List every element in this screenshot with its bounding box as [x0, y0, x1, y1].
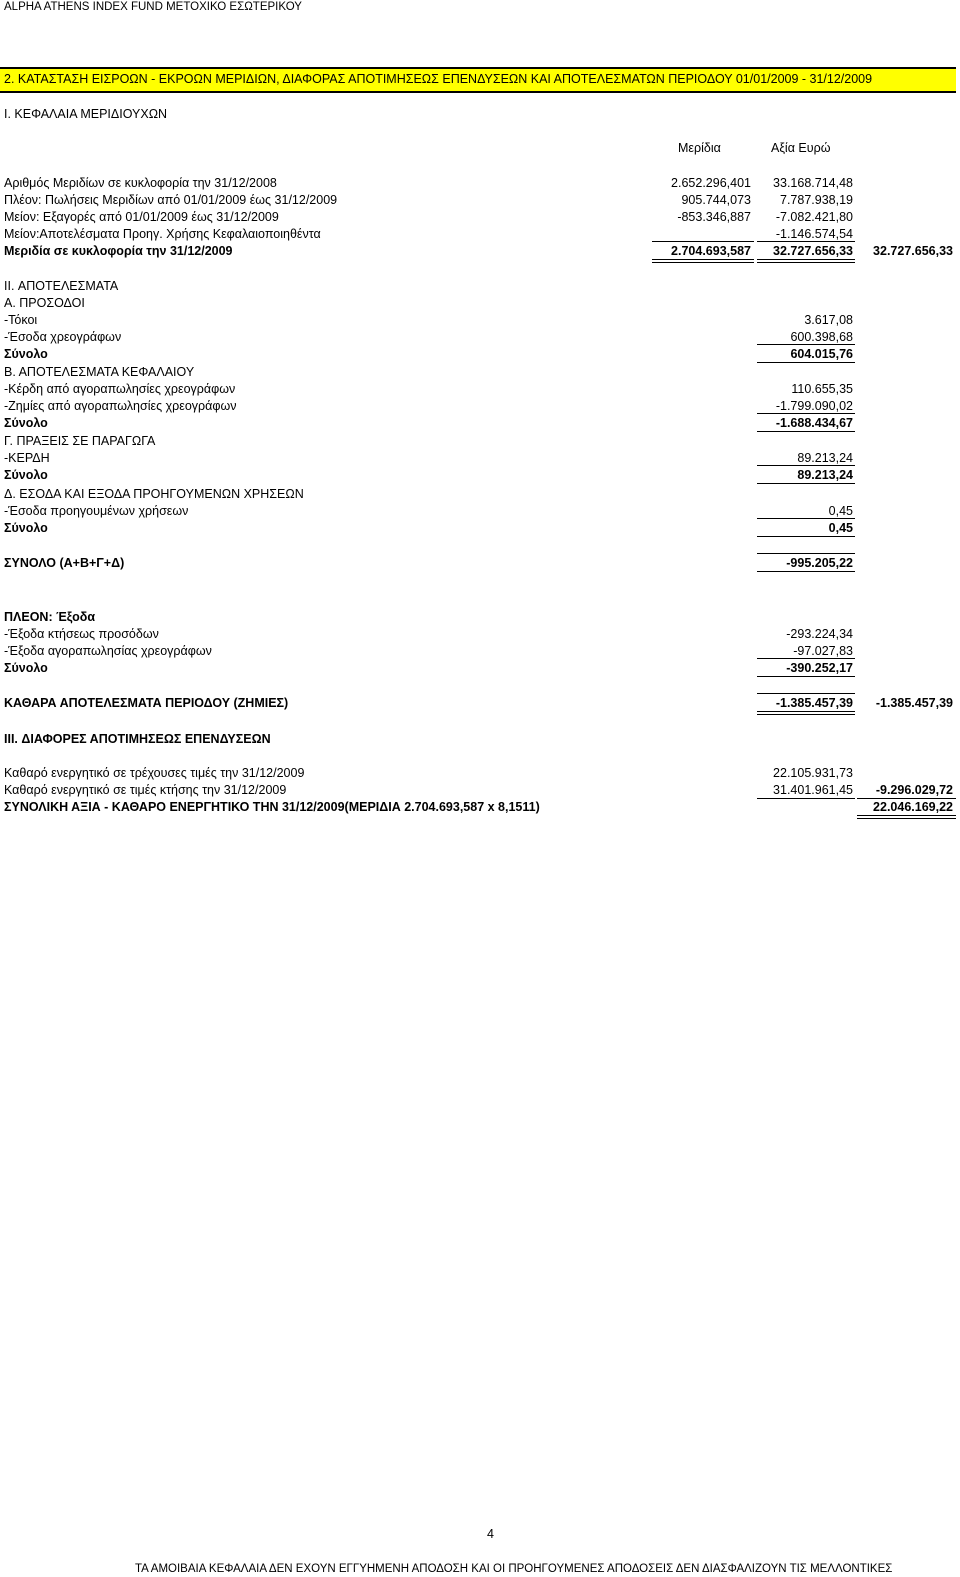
subtotal-rule [757, 344, 855, 345]
row-value: 31.401.961,45 [773, 783, 853, 797]
subtotal-value: -1.688.434,67 [775, 416, 853, 430]
row-label: Μείον: Εξαγορές από 01/01/2009 έως 31/12/2009 [4, 210, 279, 224]
total-double-rule [857, 815, 956, 819]
statement-banner [0, 67, 956, 93]
section3-title: III. ΔΙΑΦΟΡΕΣ ΑΠΟΤΙΜΗΣΕΩΣ ΕΠΕΝΔΥΣΕΩΝ [4, 732, 271, 746]
row-label: -ΚΕΡΔΗ [4, 451, 50, 465]
section2-title: II. ΑΠΟΤΕΛΕΣΜΑΤΑ [4, 279, 119, 293]
disclaimer: ΤΑ ΑΜΟΙΒΑΙΑ ΚΕΦΑΛΑΙΑ ΔΕΝ ΕΧΟΥΝ ΕΓΓΥΗΜΕΝΗ ΑΠΟΔΟΣΗ ΚΑΙ ΟΙ ΠΡΟΗΓΟΥΜΕΝΕΣ ΑΠΟΔΟΣΕΙΣ ΔΕΝ ΔΙΑΣΦΑΛΙΖΟΥΝ ΤΙΣ ΜΕΛΛΟΝΤΙΚΕΣ [135, 1563, 893, 1575]
grand-total-underline [757, 571, 855, 572]
total-value: 32.727.656,33 [773, 244, 853, 258]
row-value: -1.799.090,02 [775, 399, 853, 413]
row-value: 3.617,08 [804, 313, 853, 327]
subtotal-rule [757, 465, 855, 466]
units-double-rule [652, 259, 754, 263]
row-label: Αριθμός Μεριδίων σε κυκλοφορία την 31/12/2008 [4, 176, 277, 190]
row-units: 905.744,073 [681, 193, 751, 207]
row-units: 2.652.296,401 [671, 176, 751, 190]
subtotal-underline [757, 483, 855, 484]
subsection-a-title: Α. ΠΡΟΣΟΔΟΙ [4, 296, 85, 310]
subtotal-underline [757, 676, 855, 677]
subsection-b-title: Β. ΑΠΟΤΕΛΕΣΜΑΤΑ ΚΕΦΑΛΑΙΟΥ [4, 365, 195, 379]
row-value: 110.655,35 [791, 382, 853, 396]
subtotal-underline [757, 536, 855, 537]
net-rule [757, 693, 855, 694]
subtotal-label: Σύνολο [4, 416, 48, 430]
row-rule [757, 798, 855, 799]
row-label: -Έξοδα κτήσεως προσόδων [4, 627, 159, 641]
diff-rule [857, 798, 956, 799]
row-value: 89.213,24 [797, 451, 853, 465]
net-result-label: ΚΑΘΑΡΑ ΑΠΟΤΕΛΕΣΜΑΤΑ ΠΕΡΙΟΔΟΥ (ΖΗΜΙΕΣ) [4, 696, 289, 710]
total-nav-value: 22.046.169,22 [873, 800, 953, 814]
subtotal-rule [757, 518, 855, 519]
row-label: Μείον:Αποτελέσματα Προηγ. Χρήσης Κεφαλαιοποιηθέντα [4, 227, 321, 241]
row-label: -Έξοδα αγοραπωλησίας χρεογράφων [4, 644, 212, 658]
expenses-title: ΠΛΕΟΝ: Έξοδα [4, 610, 96, 624]
row-value: 600.398,68 [790, 330, 853, 344]
subtotal-label: Σύνολο [4, 521, 48, 535]
statement-title: 2. ΚΑΤΑΣΤΑΣΗ ΕΙΣΡΟΩΝ - ΕΚΡΟΩΝ ΜΕΡΙΔΙΩΝ, ΔΙΑΦΟΡΑΣ ΑΠΟΤΙΜΗΣΕΩΣ ΕΠΕΝΔΥΣΕΩΝ ΚΑΙ ΑΠΟΤΕΛΕΣΜΑΤΩΝ ΠΕΡΙΟΔΟΥ 01/01/2009 - 31/12/2009 [4, 72, 873, 86]
row-label: Καθαρό ενεργητικό σε τρέχουσες τιμές την 31/12/2009 [4, 766, 305, 780]
subsection-c-title: Γ. ΠΡΑΞΕΙΣ ΣΕ ΠΑΡΑΓΩΓΑ [4, 434, 156, 448]
total-label: Μεριδία σε κυκλοφορία την 31/12/2009 [4, 244, 233, 258]
col-header-value: Αξία Ευρώ [771, 141, 831, 155]
total-value-carried: 32.727.656,33 [873, 244, 953, 258]
row-label: -Τόκοι [4, 313, 38, 327]
section1-title: I. ΚΕΦΑΛΑΙΑ ΜΕΡΙΔΙΟΥΧΩΝ [4, 107, 168, 121]
subtotal-underline [757, 431, 855, 432]
row-value: -7.082.421,80 [775, 210, 853, 224]
row-label: -Έσοδα προηγουμένων χρήσεων [4, 504, 189, 518]
net-result-value: -1.385.457,39 [775, 696, 853, 710]
subtotal-value: 89.213,24 [797, 468, 853, 482]
row-label: -Ζημίες από αγοραπωλησίες χρεογράφων [4, 399, 237, 413]
page-number: 4 [487, 1527, 494, 1541]
value-rule [757, 241, 855, 242]
document-header: ALPHA ATHENS INDEX FUND ΜΕΤΟΧΙΚΟ ΕΣΩΤΕΡΙΚΟΥ [4, 1, 302, 13]
subtotal-label: Σύνολο [4, 347, 48, 361]
row-value: -293.224,34 [786, 627, 853, 641]
row-label: Πλέον: Πωλήσεις Μεριδίων από 01/01/2009 έως 31/12/2009 [4, 193, 338, 207]
row-value: -1.146.574,54 [775, 227, 853, 241]
subtotal-rule [757, 413, 855, 414]
row-label: -Κέρδη από αγοραπωλησίες χρεογράφων [4, 382, 236, 396]
valuation-difference: -9.296.029,72 [875, 783, 953, 797]
row-units: -853.346,887 [677, 210, 751, 224]
col-header-units: Μερίδια [678, 141, 721, 155]
grand-total-label: ΣΥΝΟΛΟ (Α+Β+Γ+Δ) [4, 556, 125, 570]
total-nav-label: ΣΥΝΟΛΙΚΗ ΑΞΙΑ - ΚΑΘΑΡΟ ΕΝΕΡΓΗΤΙΚΟ ΤΗΝ 31/12/2009(ΜΕΡΙΔΙΑ 2.704.693,587 x 8,1511) [4, 800, 540, 814]
net-double-rule [757, 711, 855, 715]
row-value: -97.027,83 [793, 644, 853, 658]
total-units: 2.704.693,587 [671, 244, 751, 258]
subtotal-label: Σύνολο [4, 468, 48, 482]
grand-total-rule [757, 553, 855, 554]
row-label: -Έσοδα χρεογράφων [4, 330, 122, 344]
subtotal-value: -390.252,17 [786, 661, 853, 675]
row-label: Καθαρό ενεργητικό σε τιμές κτήσης την 31/12/2009 [4, 783, 287, 797]
subtotal-value: 604.015,76 [790, 347, 853, 361]
subtotal-rule [757, 658, 855, 659]
row-value: 33.168.714,48 [773, 176, 853, 190]
net-result-carried: -1.385.457,39 [875, 696, 953, 710]
subtotal-label: Σύνολο [4, 661, 48, 675]
grand-total-value: -995.205,22 [786, 556, 853, 570]
units-rule [652, 241, 754, 242]
value-double-rule [757, 259, 855, 263]
subsection-d-title: Δ. ΕΣΟΔΑ ΚΑΙ ΕΞΟΔΑ ΠΡΟΗΓΟΥΜΕΝΩΝ ΧΡΗΣΕΩΝ [4, 487, 304, 501]
row-value: 0,45 [828, 504, 853, 518]
row-value: 22.105.931,73 [773, 766, 853, 780]
subtotal-underline [757, 362, 855, 363]
row-value: 7.787.938,19 [780, 193, 853, 207]
subtotal-value: 0,45 [828, 521, 853, 535]
